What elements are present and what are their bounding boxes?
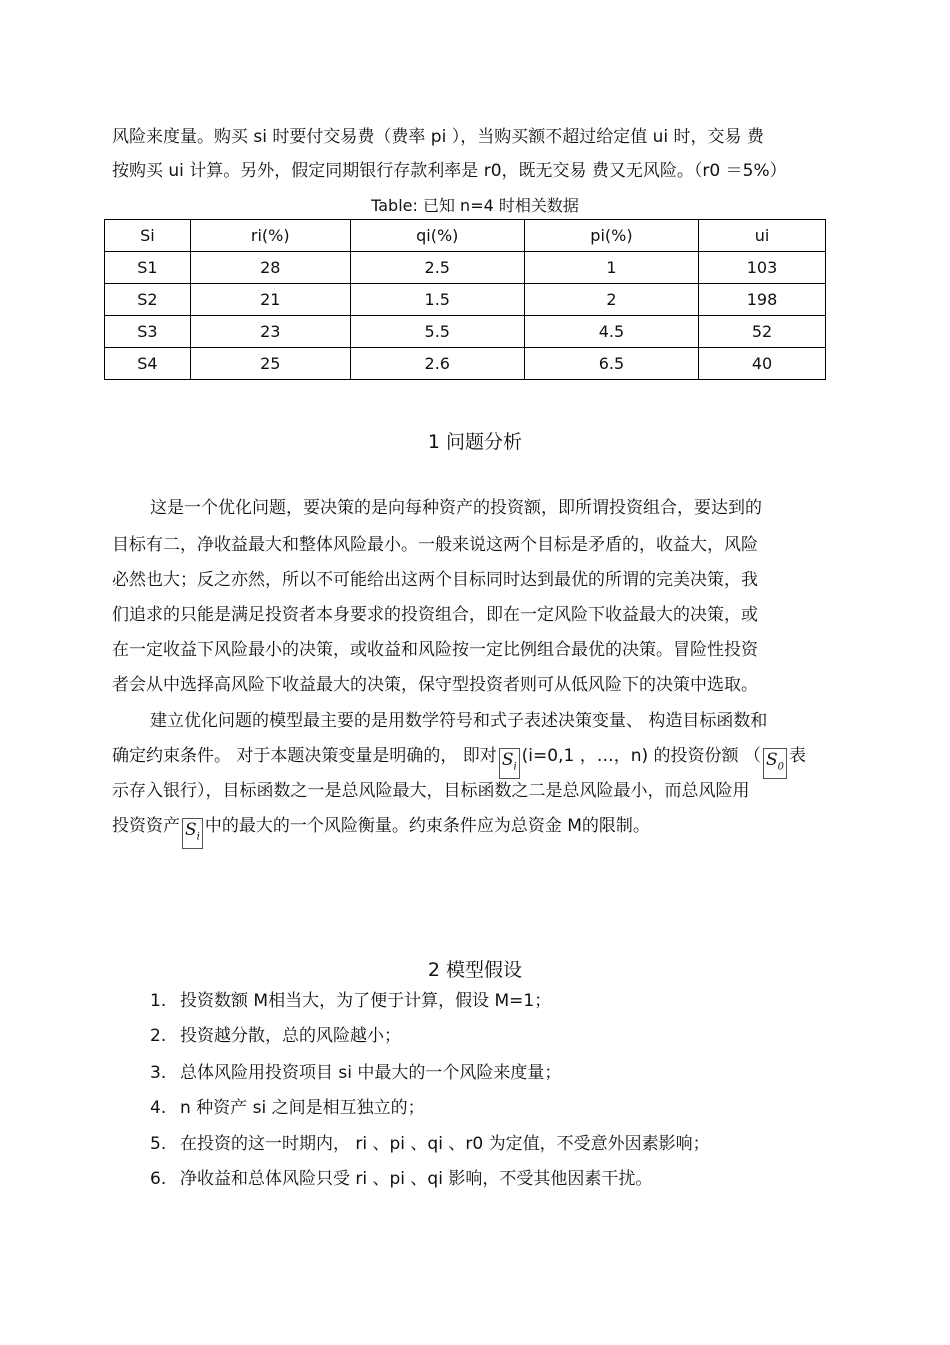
list-number: 1. (150, 991, 167, 1011)
table-cell: 28 (190, 252, 350, 284)
paragraph-line: 在一定收益下风险最小的决策，或收益和风险按一定比例组合最优的决策。冒险性投资 (112, 640, 758, 660)
table-header-cell: Si (105, 220, 191, 252)
symbol-letter: S (765, 750, 778, 770)
symbol-si-image (182, 818, 203, 849)
table-header-cell: ui (699, 220, 826, 252)
table-cell: 198 (699, 284, 826, 316)
list-text: 投资数额 M相当大，为了便于计算，假设 M=1； (180, 991, 552, 1011)
table-cell: 2.5 (350, 252, 524, 284)
table-cell: S4 (105, 348, 191, 380)
paragraph-line: 们追求的只能是满足投资者本身要求的投资组合，即在一定风险下收益最大的决策，或 (112, 605, 758, 625)
list-item (150, 1062, 561, 1084)
symbol-si-image (499, 748, 520, 779)
paragraph-line: 这是一个优化问题，要决策的是向每种资产的投资额，即所谓投资组合，要达到的 (150, 498, 762, 518)
table-header-cell: qi(%) (350, 220, 524, 252)
table-header-cell: pi(%) (524, 220, 698, 252)
table-cell: 2.6 (350, 348, 524, 380)
table-row (105, 252, 826, 284)
paragraph-line: 者会从中选择高风险下收益最大的决策，保守型投资者则可从低风险下的决策中选取。 (112, 675, 758, 695)
paragraph-line: 建立优化问题的模型最主要的是用数学符号和式子表述决策变量、 构造目标函数和 (150, 711, 768, 731)
list-number: 5. (150, 1134, 167, 1154)
intro-line-2: 按购买 ui 计算。另外，假定同期银行存款利率是 r0，既无交易 费又无风险。（r0 ＝5%） (112, 161, 787, 181)
table-header-row (105, 220, 826, 252)
symbol-s0-image (763, 748, 787, 779)
table-header-cell: ri(%) (190, 220, 350, 252)
list-text: 在投资的这一时期内， ri 、pi 、qi 、r0 为定值，不受意外因素影响； (180, 1134, 710, 1154)
paragraph-line (112, 745, 806, 779)
paragraph-line (112, 815, 650, 849)
paragraph-text: 表 (788, 746, 806, 766)
table-caption: Table: 已知 n=4 时相关数据 (371, 196, 579, 215)
table-cell: 1 (524, 252, 698, 284)
section-heading-assumptions: 2 模型假设 (427, 959, 523, 981)
section-heading-analysis: 1 问题分析 (427, 431, 523, 453)
table-cell: 2 (524, 284, 698, 316)
table-cell: 40 (699, 348, 826, 380)
paragraph-line: 示存入银行），目标函数之一是总风险最大，目标函数之二是总风险最小，而总风险用 (112, 781, 750, 801)
table-cell: 6.5 (524, 348, 698, 380)
list-item (150, 1025, 401, 1047)
paragraph-text: 投资资产 (112, 816, 180, 836)
table-cell: 23 (190, 316, 350, 348)
list-text: 总体风险用投资项目 si 中最大的一个风险来度量； (180, 1063, 562, 1083)
list-number: 6. (150, 1169, 167, 1189)
table-cell: 4.5 (524, 316, 698, 348)
data-table (104, 219, 826, 380)
list-number: 4. (150, 1098, 167, 1118)
list-item (150, 1168, 652, 1190)
table-row (105, 316, 826, 348)
paragraph-line: 必然也大；反之亦然，所以不可能给出这两个目标同时达到最优的所谓的完美决策，我 (112, 570, 758, 590)
symbol-letter: S (185, 820, 197, 840)
list-text: n 种资产 si 之间是相互独立的； (180, 1098, 425, 1118)
list-text: 投资越分散，总的风险越小； (180, 1026, 401, 1046)
list-item (150, 1133, 710, 1155)
table-cell: 25 (190, 348, 350, 380)
paragraph-text: (i=0,1 ，…，n) 的投资份额 （ (521, 746, 761, 766)
paragraph-text: 中的最大的一个风险衡量。约束条件应为总资金 M的限制。 (204, 816, 650, 836)
list-item (150, 990, 551, 1012)
table-row (105, 348, 826, 380)
table-cell: 21 (190, 284, 350, 316)
list-number: 3. (150, 1063, 167, 1083)
table-cell: S2 (105, 284, 191, 316)
table-row (105, 284, 826, 316)
list-number: 2. (150, 1026, 167, 1046)
list-item (150, 1097, 425, 1119)
list-text: 净收益和总体风险只受 ri 、pi 、qi 影响，不受其他因素干扰。 (180, 1169, 653, 1189)
table-cell: 5.5 (350, 316, 524, 348)
intro-line-1: 风险来度量。购买 si 时要付交易费（费率 pi ），当购买额不超过给定值 ui 时，交易 费 (112, 127, 764, 147)
symbol-letter: S (501, 750, 514, 770)
table-cell: 52 (699, 316, 826, 348)
paragraph-line: 目标有二，净收益最大和整体风险最小。一般来说这两个目标是矛盾的，收益大，风险 (112, 535, 758, 555)
symbol-subscript: i (196, 831, 200, 843)
table-cell: 103 (699, 252, 826, 284)
paragraph-text: 确定约束条件。 对于本题决策变量是明确的， 即对 (112, 746, 497, 766)
table-cell: S3 (105, 316, 191, 348)
symbol-subscript: 0 (777, 761, 784, 773)
table-cell: S1 (105, 252, 191, 284)
table-cell: 1.5 (350, 284, 524, 316)
symbol-subscript: i (513, 761, 517, 773)
